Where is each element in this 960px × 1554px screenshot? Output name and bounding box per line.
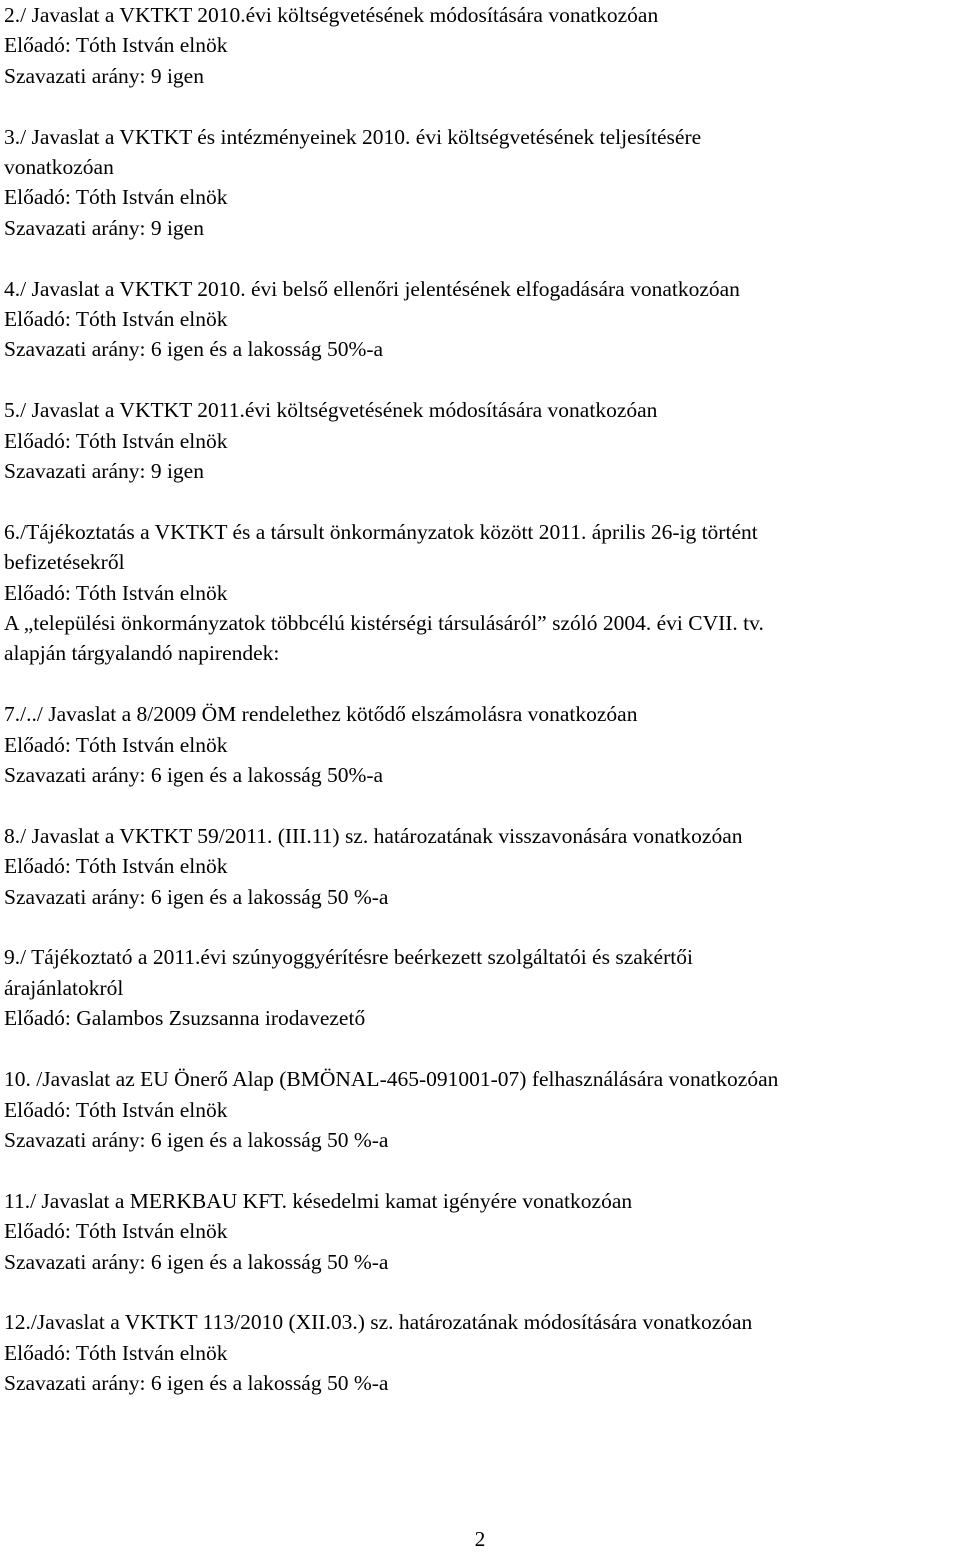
agenda-item-10 <box>4 1064 958 1155</box>
agenda-item-2 <box>4 0 958 91</box>
item-title: 2./ Javaslat a VKTKT 2010.évi költségvetésének módosítására vonatkozóan <box>4 3 659 27</box>
item-title: 7./../ Javaslat a 8/2009 ÖM rendelethez kötődő elszámolásra vonatkozóan <box>4 702 638 727</box>
item-presenter: Előadó: Tóth István elnök <box>4 854 228 879</box>
agenda-item-4 <box>4 274 958 365</box>
item-presenter: Előadó: Tóth István elnök <box>4 580 228 605</box>
agenda-item-7 <box>4 699 958 790</box>
agenda-item-3 <box>4 122 958 244</box>
item-vote: Szavazati arány: 9 igen <box>4 215 204 240</box>
item-vote: Szavazati arány: 6 igen és a lakosság 50 %-a <box>4 1371 389 1396</box>
agenda-item-6 <box>4 517 958 669</box>
agenda-item-12 <box>4 1307 958 1398</box>
item-vote: Szavazati arány: 6 igen és a lakosság 50%-a <box>4 763 384 788</box>
item-title: 11./ Javaslat a MERKBAU KFT. késedelmi kamat igényére vonatkozóan <box>4 1188 633 1213</box>
item-title-line-1: 6./Tájékoztatás a VKTKT és a társult önkormányzatok között 2011. április 26-ig történt <box>4 519 758 544</box>
item-presenter: Előadó: Tóth István elnök <box>4 185 228 210</box>
item-vote: Szavazati arány: 9 igen <box>4 63 204 88</box>
item-presenter: Előadó: Tóth István elnök <box>4 732 228 757</box>
item-presenter: Előadó: Tóth István elnök <box>4 1097 228 1122</box>
item-title: 12./Javaslat a VKTKT 113/2010 (XII.03.) sz. határozatának módosítására vonatkozóan <box>4 1310 753 1335</box>
item-vote: Szavazati arány: 6 igen és a lakosság 50 %-a <box>4 1127 389 1152</box>
item-title-line-2: befizetésekről <box>4 550 125 575</box>
item-presenter: Előadó: Tóth István elnök <box>4 1219 228 1244</box>
item-note-line-1: A „települési önkormányzatok többcélú kistérségi társulásáról” szóló 2004. évi CVII. tv. <box>4 611 764 636</box>
item-vote: Szavazati arány: 6 igen és a lakosság 50 %-a <box>4 1249 389 1274</box>
item-presenter: Előadó: Tóth István elnök <box>4 428 228 453</box>
item-title: 5./ Javaslat a VKTKT 2011.évi költségvetésének módosítására vonatkozóan <box>4 398 658 423</box>
item-presenter: Előadó: Tóth István elnök <box>4 33 228 58</box>
item-presenter: Előadó: Tóth István elnök <box>4 1340 228 1365</box>
item-title: 8./ Javaslat a VKTKT 59/2011. (III.11) sz. határozatának visszavonására vonatkozóan <box>4 823 743 848</box>
item-presenter: Előadó: Galambos Zsuzsanna irodavezető <box>4 1006 366 1031</box>
item-title: 10. /Javaslat az EU Önerő Alap (BMÖNAL-465-091001-07) felhasználására vonatkozóan <box>4 1067 779 1092</box>
item-vote: Szavazati arány: 6 igen és a lakosság 50 %-a <box>4 884 389 909</box>
item-title: 4./ Javaslat a VKTKT 2010. évi belső ellenőri jelentésének elfogadására vonatkozóan <box>4 276 740 301</box>
page-number: 2 <box>474 1527 486 1551</box>
item-vote: Szavazati arány: 6 igen és a lakosság 50%-a <box>4 337 384 362</box>
agenda-item-11 <box>4 1186 958 1277</box>
agenda-list <box>4 0 958 1429</box>
item-vote: Szavazati arány: 9 igen <box>4 459 204 484</box>
agenda-item-5 <box>4 395 958 486</box>
item-title-line-1: 3./ Javaslat a VKTKT és intézményeinek 2010. évi költségvetésének teljesítésére <box>4 124 702 149</box>
item-title-line-2: árajánlatokról <box>4 975 124 1000</box>
agenda-item-9 <box>4 942 958 1033</box>
item-title-line-1: 9./ Tájékoztató a 2011.évi szúnyoggyérítésre beérkezett szolgáltatói és szakértői <box>4 945 693 970</box>
item-presenter: Előadó: Tóth István elnök <box>4 307 228 332</box>
agenda-item-8 <box>4 821 958 912</box>
item-title-line-2: vonatkozóan <box>4 155 114 180</box>
item-note-line-2: alapján tárgyalandó napirendek: <box>4 641 280 666</box>
